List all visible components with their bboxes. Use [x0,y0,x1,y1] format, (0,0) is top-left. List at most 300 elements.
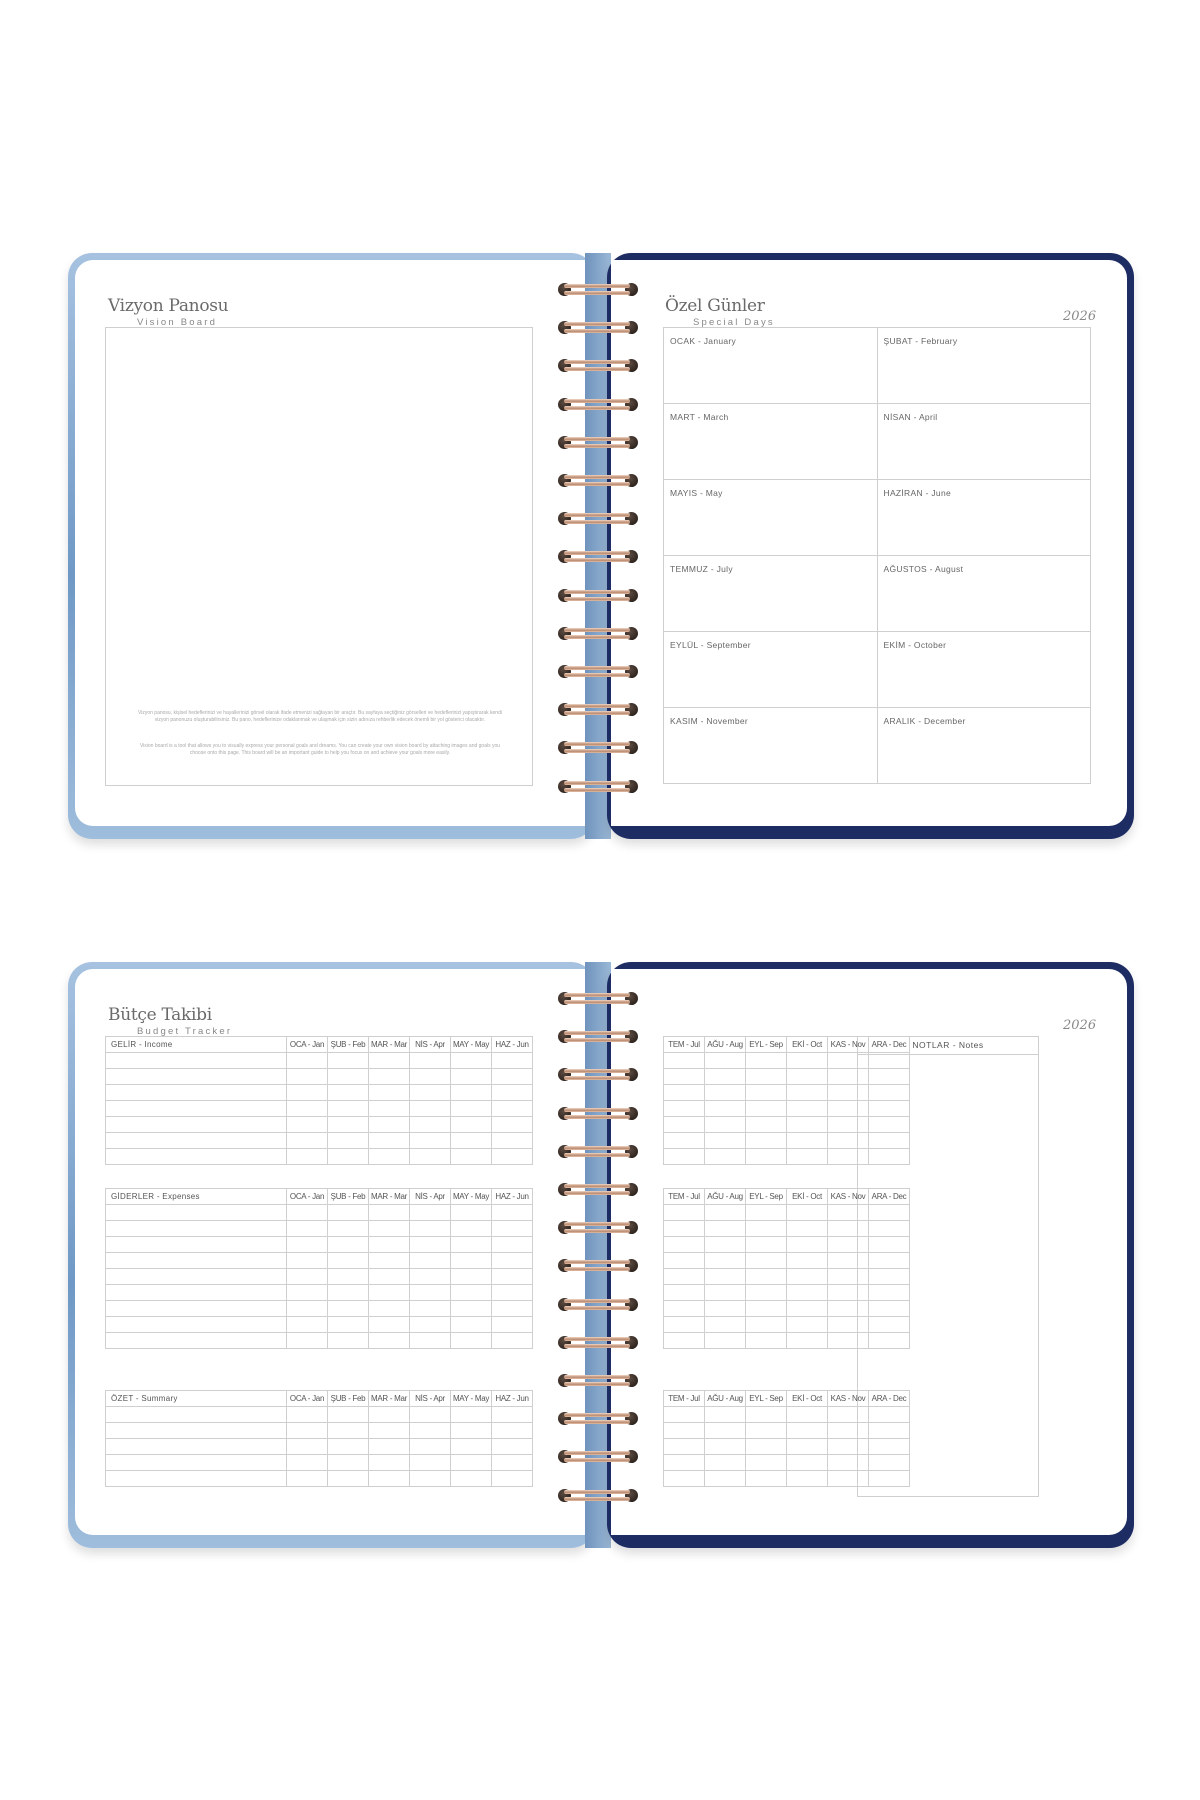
entry-cell[interactable] [746,1069,787,1085]
entry-cell[interactable] [410,1333,451,1349]
entry-cell[interactable] [328,1407,369,1423]
entry-cell[interactable] [746,1455,787,1471]
entry-cell[interactable] [869,1117,910,1133]
entry-cell[interactable] [705,1069,746,1085]
month-header: AĞU - Aug [705,1037,746,1053]
entry-cell[interactable] [328,1221,369,1237]
table-row [664,1269,910,1285]
entry-cell[interactable] [869,1285,910,1301]
entry-cell[interactable] [746,1423,787,1439]
entry-cell[interactable] [287,1253,328,1269]
entry-cell[interactable] [328,1149,369,1165]
entry-cell[interactable] [492,1285,533,1301]
entry-cell[interactable] [664,1471,705,1487]
entry-cell[interactable] [451,1285,492,1301]
entry-cell[interactable] [828,1101,869,1117]
entry-cell[interactable] [787,1471,828,1487]
entry-cell[interactable] [287,1221,328,1237]
entry-cell[interactable] [828,1221,869,1237]
entry-cell[interactable] [369,1101,410,1117]
entry-cell[interactable] [106,1205,287,1221]
entry-cell[interactable] [705,1471,746,1487]
entry-cell[interactable] [746,1133,787,1149]
entry-cell[interactable] [106,1085,287,1101]
entry-cell[interactable] [106,1053,287,1069]
entry-cell[interactable] [287,1423,328,1439]
entry-cell[interactable] [492,1423,533,1439]
entry-cell[interactable] [705,1133,746,1149]
entry-cell[interactable] [369,1069,410,1085]
budget-table-summary-h2 [663,1390,910,1487]
entry-cell[interactable] [328,1471,369,1487]
entry-cell[interactable] [492,1069,533,1085]
entry-cell[interactable] [369,1439,410,1455]
entry-cell[interactable] [410,1439,451,1455]
entry-cell[interactable] [287,1133,328,1149]
entry-cell[interactable] [106,1407,287,1423]
entry-cell[interactable] [746,1205,787,1221]
binding-ring [558,433,638,451]
entry-cell[interactable] [705,1053,746,1069]
entry-cell[interactable] [451,1455,492,1471]
entry-cell[interactable] [869,1333,910,1349]
entry-cell[interactable] [492,1439,533,1455]
entry-cell[interactable] [492,1455,533,1471]
entry-cell[interactable] [664,1069,705,1085]
entry-cell[interactable] [787,1237,828,1253]
entry-cell[interactable] [451,1471,492,1487]
entry-cell[interactable] [746,1471,787,1487]
entry-cell[interactable] [664,1423,705,1439]
entry-cell[interactable] [492,1237,533,1253]
entry-cell[interactable] [664,1053,705,1069]
entry-cell[interactable] [869,1149,910,1165]
entry-cell[interactable] [369,1455,410,1471]
entry-cell[interactable] [828,1455,869,1471]
entry-cell[interactable] [664,1117,705,1133]
entry-cell[interactable] [410,1085,451,1101]
entry-cell[interactable] [787,1053,828,1069]
entry-cell[interactable] [106,1285,287,1301]
entry-cell[interactable] [287,1069,328,1085]
entry-cell[interactable] [410,1269,451,1285]
entry-cell[interactable] [328,1455,369,1471]
entry-cell[interactable] [787,1439,828,1455]
entry-cell[interactable] [328,1301,369,1317]
entry-cell[interactable] [369,1085,410,1101]
entry-cell[interactable] [369,1301,410,1317]
month-header: AĞU - Aug [705,1189,746,1205]
entry-cell[interactable] [410,1423,451,1439]
entry-cell[interactable] [705,1455,746,1471]
entry-cell[interactable] [787,1333,828,1349]
entry-cell[interactable] [369,1117,410,1133]
entry-cell[interactable] [287,1085,328,1101]
entry-cell[interactable] [787,1205,828,1221]
entry-cell[interactable] [705,1333,746,1349]
entry-cell[interactable] [746,1269,787,1285]
entry-cell[interactable] [828,1069,869,1085]
entry-cell[interactable] [664,1455,705,1471]
entry-cell[interactable] [746,1221,787,1237]
entry-cell[interactable] [287,1407,328,1423]
entry-cell[interactable] [106,1471,287,1487]
entry-cell[interactable] [787,1407,828,1423]
entry-cell[interactable] [328,1317,369,1333]
entry-cell[interactable] [746,1301,787,1317]
entry-cell[interactable] [787,1285,828,1301]
entry-cell[interactable] [828,1285,869,1301]
entry-cell[interactable] [410,1149,451,1165]
entry-cell[interactable] [869,1205,910,1221]
entry-cell[interactable] [746,1053,787,1069]
entry-cell[interactable] [787,1301,828,1317]
entry-cell[interactable] [451,1205,492,1221]
entry-cell[interactable] [492,1471,533,1487]
section-label: GİDERLER - Expenses [106,1189,287,1205]
entry-cell[interactable] [451,1069,492,1085]
entry-cell[interactable] [369,1221,410,1237]
month-cell-august[interactable]: AĞUSTOS - August [877,556,1091,632]
vision-board-frame[interactable] [105,327,533,786]
entry-cell[interactable] [287,1439,328,1455]
entry-cell[interactable] [746,1407,787,1423]
entry-cell[interactable] [664,1301,705,1317]
month-cell-february[interactable]: ŞUBAT - February [877,328,1091,404]
month-header: TEM - Jul [664,1189,705,1205]
entry-cell[interactable] [410,1205,451,1221]
entry-cell[interactable] [705,1423,746,1439]
entry-cell[interactable] [451,1269,492,1285]
entry-cell[interactable] [869,1317,910,1333]
entry-cell[interactable] [787,1253,828,1269]
entry-cell[interactable] [451,1237,492,1253]
entry-cell[interactable] [106,1133,287,1149]
entry-cell[interactable] [369,1471,410,1487]
entry-cell[interactable] [787,1423,828,1439]
entry-cell[interactable] [369,1253,410,1269]
entry-cell[interactable] [828,1317,869,1333]
entry-cell[interactable] [664,1205,705,1221]
entry-cell[interactable] [410,1285,451,1301]
entry-cell[interactable] [746,1101,787,1117]
entry-cell[interactable] [869,1471,910,1487]
entry-cell[interactable] [705,1117,746,1133]
entry-cell[interactable] [787,1149,828,1165]
entry-cell[interactable] [705,1253,746,1269]
entry-cell[interactable] [369,1133,410,1149]
entry-cell[interactable] [369,1053,410,1069]
entry-cell[interactable] [451,1253,492,1269]
entry-cell[interactable] [451,1221,492,1237]
month-cell-october[interactable]: EKİM - October [877,632,1091,708]
entry-cell[interactable] [451,1423,492,1439]
entry-cell[interactable] [410,1117,451,1133]
entry-cell[interactable] [869,1221,910,1237]
entry-cell[interactable] [705,1205,746,1221]
entry-cell[interactable] [828,1253,869,1269]
entry-cell[interactable] [410,1053,451,1069]
entry-cell[interactable] [106,1455,287,1471]
entry-cell[interactable] [106,1069,287,1085]
entry-cell[interactable] [869,1439,910,1455]
entry-cell[interactable] [451,1133,492,1149]
entry-cell[interactable] [369,1317,410,1333]
entry-cell[interactable] [746,1237,787,1253]
entry-cell[interactable] [869,1237,910,1253]
entry-cell[interactable] [492,1253,533,1269]
entry-cell[interactable] [664,1317,705,1333]
entry-cell[interactable] [106,1117,287,1133]
entry-cell[interactable] [328,1253,369,1269]
entry-cell[interactable] [492,1205,533,1221]
entry-cell[interactable] [328,1053,369,1069]
entry-cell[interactable] [746,1333,787,1349]
entry-cell[interactable] [705,1101,746,1117]
entry-cell[interactable] [705,1285,746,1301]
entry-cell[interactable] [287,1205,328,1221]
entry-cell[interactable] [106,1101,287,1117]
entry-cell[interactable] [705,1439,746,1455]
entry-cell[interactable] [410,1471,451,1487]
entry-cell[interactable] [869,1085,910,1101]
month-cell-april[interactable]: NİSAN - April [877,404,1091,480]
month-cell-july[interactable]: TEMMUZ - July [664,556,878,632]
entry-cell[interactable] [328,1333,369,1349]
entry-cell[interactable] [369,1269,410,1285]
entry-cell[interactable] [106,1333,287,1349]
entry-cell[interactable] [106,1221,287,1237]
binding-ring [558,1333,638,1351]
entry-cell[interactable] [746,1085,787,1101]
entry-cell[interactable] [492,1053,533,1069]
entry-cell[interactable] [328,1205,369,1221]
month-cell-november[interactable]: KASIM - November [664,708,878,784]
entry-cell[interactable] [106,1237,287,1253]
entry-cell[interactable] [664,1149,705,1165]
entry-cell[interactable] [492,1301,533,1317]
entry-cell[interactable] [410,1069,451,1085]
entry-cell[interactable] [410,1301,451,1317]
entry-cell[interactable] [664,1237,705,1253]
entry-cell[interactable] [369,1149,410,1165]
entry-cell[interactable] [705,1149,746,1165]
entry-cell[interactable] [492,1333,533,1349]
entry-cell[interactable] [106,1301,287,1317]
entry-cell[interactable] [287,1269,328,1285]
entry-cell[interactable] [451,1407,492,1423]
entry-cell[interactable] [828,1407,869,1423]
entry-cell[interactable] [787,1069,828,1085]
entry-cell[interactable] [705,1317,746,1333]
entry-cell[interactable] [328,1285,369,1301]
entry-cell[interactable] [664,1133,705,1149]
entry-cell[interactable] [410,1237,451,1253]
binding-ring [558,1142,638,1160]
entry-cell[interactable] [287,1333,328,1349]
entry-cell[interactable] [664,1333,705,1349]
entry-cell[interactable] [746,1285,787,1301]
entry-cell[interactable] [410,1455,451,1471]
entry-cell[interactable] [705,1085,746,1101]
entry-cell[interactable] [328,1133,369,1149]
entry-cell[interactable] [664,1269,705,1285]
entry-cell[interactable] [369,1205,410,1221]
entry-cell[interactable] [664,1253,705,1269]
entry-cell[interactable] [451,1333,492,1349]
entry-cell[interactable] [787,1455,828,1471]
entry-cell[interactable] [410,1317,451,1333]
entry-cell[interactable] [828,1471,869,1487]
entry-cell[interactable] [705,1301,746,1317]
entry-cell[interactable] [787,1133,828,1149]
entry-cell[interactable] [106,1423,287,1439]
entry-cell[interactable] [287,1317,328,1333]
special-days-page [611,260,1127,826]
entry-cell[interactable] [410,1133,451,1149]
month-cell-january[interactable]: OCAK - January [664,328,878,404]
entry-cell[interactable] [787,1317,828,1333]
entry-cell[interactable] [705,1221,746,1237]
entry-cell[interactable] [746,1439,787,1455]
entry-cell[interactable] [664,1221,705,1237]
entry-cell[interactable] [705,1407,746,1423]
entry-cell[interactable] [328,1101,369,1117]
entry-cell[interactable] [828,1149,869,1165]
entry-cell[interactable] [369,1407,410,1423]
entry-cell[interactable] [869,1301,910,1317]
entry-cell[interactable] [828,1085,869,1101]
entry-cell[interactable] [328,1237,369,1253]
entry-cell[interactable] [787,1085,828,1101]
entry-cell[interactable] [787,1117,828,1133]
entry-cell[interactable] [451,1117,492,1133]
entry-cell[interactable] [828,1205,869,1221]
entry-cell[interactable] [410,1221,451,1237]
entry-cell[interactable] [410,1407,451,1423]
entry-cell[interactable] [328,1269,369,1285]
entry-cell[interactable] [328,1423,369,1439]
month-cell-march[interactable]: MART - March [664,404,878,480]
entry-cell[interactable] [106,1439,287,1455]
entry-cell[interactable] [828,1269,869,1285]
entry-cell[interactable] [106,1269,287,1285]
entry-cell[interactable] [492,1133,533,1149]
entry-cell[interactable] [328,1117,369,1133]
table-row [664,1221,910,1237]
table-row [664,1423,910,1439]
entry-cell[interactable] [705,1269,746,1285]
entry-cell[interactable] [664,1101,705,1117]
entry-cell[interactable] [828,1133,869,1149]
entry-cell[interactable] [705,1237,746,1253]
entry-cell[interactable] [828,1333,869,1349]
entry-cell[interactable] [451,1085,492,1101]
entry-cell[interactable] [828,1423,869,1439]
entry-cell[interactable] [451,1101,492,1117]
entry-cell[interactable] [869,1455,910,1471]
entry-cell[interactable] [787,1221,828,1237]
entry-cell[interactable] [287,1101,328,1117]
entry-cell[interactable] [869,1133,910,1149]
entry-cell[interactable] [451,1149,492,1165]
entry-cell[interactable] [746,1317,787,1333]
entry-cell[interactable] [492,1269,533,1285]
entry-cell[interactable] [328,1069,369,1085]
entry-cell[interactable] [664,1407,705,1423]
entry-cell[interactable] [287,1455,328,1471]
entry-cell[interactable] [664,1085,705,1101]
entry-cell[interactable] [369,1333,410,1349]
entry-cell[interactable] [787,1101,828,1117]
entry-cell[interactable] [106,1317,287,1333]
binding-ring [558,624,638,642]
entry-cell[interactable] [369,1285,410,1301]
entry-cell[interactable] [828,1237,869,1253]
entry-cell[interactable] [451,1439,492,1455]
entry-cell[interactable] [328,1085,369,1101]
entry-cell[interactable] [287,1301,328,1317]
entry-cell[interactable] [492,1085,533,1101]
entry-cell[interactable] [287,1149,328,1165]
entry-cell[interactable] [451,1053,492,1069]
month-cell-may[interactable]: MAYIS - May [664,480,878,556]
entry-cell[interactable] [492,1221,533,1237]
entry-cell[interactable] [492,1117,533,1133]
entry-cell[interactable] [746,1117,787,1133]
month-cell-september[interactable]: EYLÜL - September [664,632,878,708]
entry-cell[interactable] [410,1253,451,1269]
entry-cell[interactable] [869,1407,910,1423]
entry-cell[interactable] [287,1053,328,1069]
entry-cell[interactable] [369,1423,410,1439]
entry-cell[interactable] [492,1149,533,1165]
binding-ring [558,738,638,756]
entry-cell[interactable] [869,1053,910,1069]
entry-cell[interactable] [287,1117,328,1133]
entry-cell[interactable] [328,1439,369,1455]
entry-cell[interactable] [746,1253,787,1269]
entry-cell[interactable] [106,1149,287,1165]
entry-cell[interactable] [451,1301,492,1317]
entry-cell[interactable] [410,1101,451,1117]
entry-cell[interactable] [828,1117,869,1133]
entry-cell[interactable] [869,1101,910,1117]
entry-cell[interactable] [664,1285,705,1301]
entry-cell[interactable] [492,1407,533,1423]
entry-cell[interactable] [664,1439,705,1455]
entry-cell[interactable] [869,1253,910,1269]
entry-cell[interactable] [106,1253,287,1269]
entry-cell[interactable] [451,1317,492,1333]
entry-cell[interactable] [287,1285,328,1301]
month-cell-june[interactable]: HAZİRAN - June [877,480,1091,556]
month-cell-december[interactable]: ARALIK - December [877,708,1091,784]
entry-cell[interactable] [869,1423,910,1439]
entry-cell[interactable] [492,1101,533,1117]
entry-cell[interactable] [787,1269,828,1285]
entry-cell[interactable] [828,1439,869,1455]
entry-cell[interactable] [492,1317,533,1333]
entry-cell[interactable] [869,1069,910,1085]
entry-cell[interactable] [828,1053,869,1069]
entry-cell[interactable] [869,1269,910,1285]
entry-cell[interactable] [369,1237,410,1253]
entry-cell[interactable] [287,1237,328,1253]
entry-cell[interactable] [828,1301,869,1317]
entry-cell[interactable] [287,1471,328,1487]
entry-cell[interactable] [746,1149,787,1165]
